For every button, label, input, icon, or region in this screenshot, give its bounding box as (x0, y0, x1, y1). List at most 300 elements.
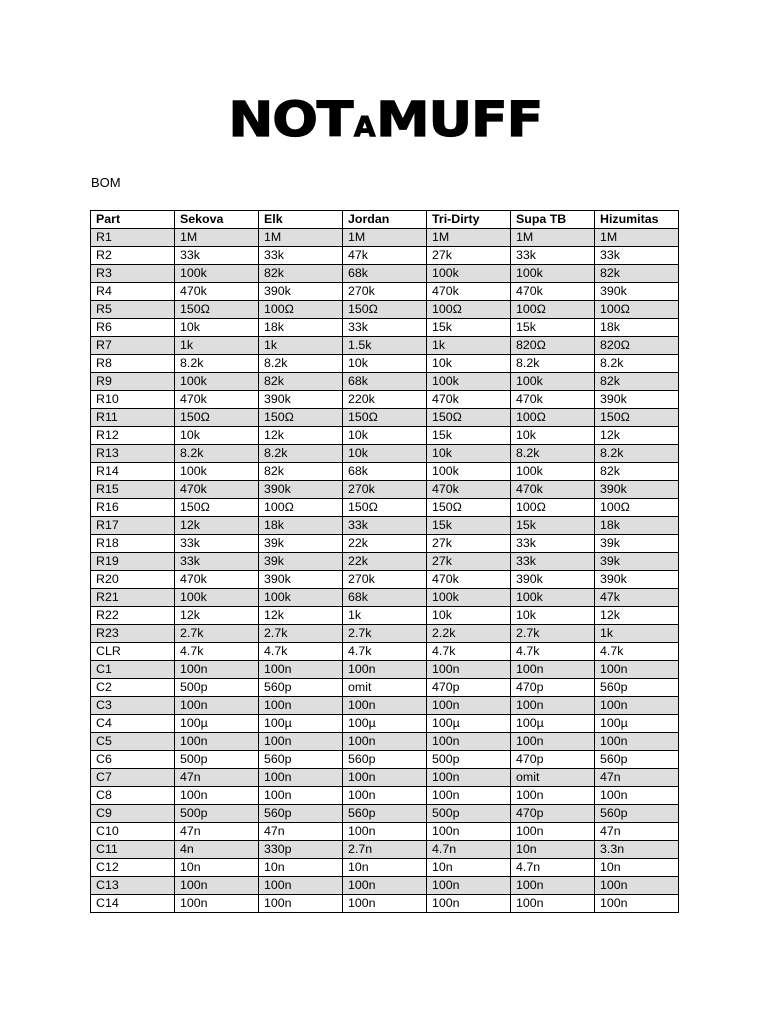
value-cell: 470p (511, 805, 595, 823)
value-cell: 15k (511, 517, 595, 535)
value-cell: 470k (427, 481, 511, 499)
value-cell: 1k (343, 607, 427, 625)
part-cell: C13 (91, 877, 175, 895)
table-row (91, 301, 679, 319)
value-cell: 500p (427, 751, 511, 769)
value-cell: 18k (595, 319, 679, 337)
part-cell: R19 (91, 553, 175, 571)
value-cell: 1k (259, 337, 343, 355)
value-cell: 47n (595, 823, 679, 841)
table-row (91, 733, 679, 751)
part-cell: C4 (91, 715, 175, 733)
value-cell: 390k (595, 571, 679, 589)
bom-table (90, 210, 679, 913)
value-cell: 4.7n (511, 859, 595, 877)
part-cell: C9 (91, 805, 175, 823)
value-cell: 150Ω (343, 409, 427, 427)
table-row (91, 787, 679, 805)
value-cell: 390k (595, 283, 679, 301)
table-row (91, 517, 679, 535)
value-cell: omit (343, 679, 427, 697)
value-cell: 39k (259, 535, 343, 553)
value-cell: 10k (427, 355, 511, 373)
value-cell: 150Ω (175, 499, 259, 517)
value-cell: 82k (595, 265, 679, 283)
value-cell: 500p (427, 805, 511, 823)
part-cell: R17 (91, 517, 175, 535)
value-cell: 100n (511, 823, 595, 841)
value-cell: 4.7k (175, 643, 259, 661)
value-cell: 150Ω (175, 409, 259, 427)
value-cell: 150Ω (427, 409, 511, 427)
value-cell: 12k (175, 607, 259, 625)
value-cell: 27k (427, 553, 511, 571)
value-cell: 470p (511, 751, 595, 769)
part-cell: C10 (91, 823, 175, 841)
part-cell: R4 (91, 283, 175, 301)
value-cell: 15k (427, 427, 511, 445)
table-row (91, 607, 679, 625)
value-cell: 4.7n (427, 841, 511, 859)
value-cell: 100n (259, 769, 343, 787)
value-cell: 39k (595, 553, 679, 571)
value-cell: 100n (511, 733, 595, 751)
value-cell: 100k (511, 265, 595, 283)
table-row (91, 841, 679, 859)
value-cell: 10k (511, 607, 595, 625)
value-cell: 100n (427, 733, 511, 751)
value-cell: 270k (343, 481, 427, 499)
value-cell: 560p (595, 679, 679, 697)
table-row (91, 391, 679, 409)
value-cell: 100n (175, 661, 259, 679)
table-row (91, 877, 679, 895)
value-cell: 33k (175, 535, 259, 553)
value-cell: 100n (427, 697, 511, 715)
table-row (91, 625, 679, 643)
value-cell: 8.2k (259, 355, 343, 373)
value-cell: 100k (511, 463, 595, 481)
value-cell: 100n (427, 823, 511, 841)
value-cell: 560p (259, 805, 343, 823)
value-cell: 4.7k (595, 643, 679, 661)
part-cell: R13 (91, 445, 175, 463)
column-header: Jordan (343, 211, 427, 229)
value-cell: 68k (343, 589, 427, 607)
part-cell: C3 (91, 697, 175, 715)
value-cell: 12k (595, 607, 679, 625)
value-cell: 27k (427, 535, 511, 553)
value-cell: 100n (259, 661, 343, 679)
value-cell: 12k (259, 607, 343, 625)
value-cell: 100n (595, 787, 679, 805)
value-cell: 100n (259, 697, 343, 715)
value-cell: 390k (259, 571, 343, 589)
value-cell: 33k (259, 247, 343, 265)
column-header: Elk (259, 211, 343, 229)
value-cell: 390k (259, 391, 343, 409)
part-cell: C8 (91, 787, 175, 805)
value-cell: 100n (259, 733, 343, 751)
value-cell: 47k (343, 247, 427, 265)
value-cell: 10n (175, 859, 259, 877)
column-header: Tri-Dirty (427, 211, 511, 229)
value-cell: 82k (259, 463, 343, 481)
value-cell: 100µ (511, 715, 595, 733)
table-row (91, 895, 679, 913)
table-row (91, 481, 679, 499)
value-cell: 8.2k (511, 445, 595, 463)
value-cell: 470p (427, 679, 511, 697)
table-row (91, 373, 679, 391)
value-cell: 8.2k (175, 355, 259, 373)
value-cell: 4.7k (343, 643, 427, 661)
value-cell: 27k (427, 247, 511, 265)
part-cell: R11 (91, 409, 175, 427)
table-row (91, 355, 679, 373)
part-cell: C7 (91, 769, 175, 787)
table-row (91, 337, 679, 355)
value-cell: 390k (259, 481, 343, 499)
value-cell: 560p (259, 751, 343, 769)
value-cell: 47n (175, 823, 259, 841)
value-cell: 270k (343, 571, 427, 589)
value-cell: 10k (175, 427, 259, 445)
value-cell: 470p (511, 679, 595, 697)
value-cell: 390k (595, 391, 679, 409)
value-cell: 100Ω (511, 301, 595, 319)
part-cell: R22 (91, 607, 175, 625)
table-row (91, 499, 679, 517)
table-row (91, 265, 679, 283)
value-cell: 470k (511, 283, 595, 301)
value-cell: 390k (511, 571, 595, 589)
value-cell: 82k (259, 265, 343, 283)
value-cell: 100n (343, 877, 427, 895)
value-cell: 1k (427, 337, 511, 355)
value-cell: 330p (259, 841, 343, 859)
value-cell: 33k (511, 535, 595, 553)
table-row (91, 445, 679, 463)
value-cell: 8.2k (259, 445, 343, 463)
value-cell: 2.7k (343, 625, 427, 643)
value-cell: 470k (427, 283, 511, 301)
value-cell: 100n (343, 769, 427, 787)
value-cell: 8.2k (595, 355, 679, 373)
value-cell: 33k (511, 553, 595, 571)
value-cell: 100n (427, 661, 511, 679)
part-cell: R3 (91, 265, 175, 283)
column-header: Hizumitas (595, 211, 679, 229)
value-cell: 100n (595, 697, 679, 715)
value-cell: 8.2k (175, 445, 259, 463)
value-cell: 2.7n (343, 841, 427, 859)
value-cell: 18k (595, 517, 679, 535)
value-cell: 100n (343, 895, 427, 913)
value-cell: 10n (427, 859, 511, 877)
value-cell: 100µ (595, 715, 679, 733)
value-cell: 10k (175, 319, 259, 337)
value-cell: 2.7k (175, 625, 259, 643)
value-cell: 10k (427, 445, 511, 463)
value-cell: 33k (595, 247, 679, 265)
value-cell: 100k (175, 265, 259, 283)
table-row (91, 715, 679, 733)
value-cell: 100n (259, 877, 343, 895)
value-cell: 2.7k (259, 625, 343, 643)
value-cell: 100k (511, 589, 595, 607)
table-row (91, 247, 679, 265)
value-cell: 100Ω (595, 301, 679, 319)
value-cell: 47k (595, 589, 679, 607)
value-cell: 100µ (175, 715, 259, 733)
value-cell: 10n (595, 859, 679, 877)
value-cell: 100n (343, 787, 427, 805)
value-cell: 68k (343, 373, 427, 391)
part-cell: R7 (91, 337, 175, 355)
table-row (91, 571, 679, 589)
value-cell: 39k (259, 553, 343, 571)
logo-part-a: A (353, 110, 375, 143)
value-cell: 8.2k (595, 445, 679, 463)
value-cell: 100k (427, 373, 511, 391)
value-cell: 100n (511, 661, 595, 679)
value-cell: 15k (427, 517, 511, 535)
value-cell: 470k (175, 391, 259, 409)
column-header: Supa TB (511, 211, 595, 229)
value-cell: 1M (259, 229, 343, 247)
value-cell: 22k (343, 553, 427, 571)
value-cell: 1M (511, 229, 595, 247)
value-cell: 1k (175, 337, 259, 355)
value-cell: 1M (427, 229, 511, 247)
value-cell: 3.3n (595, 841, 679, 859)
table-row (91, 805, 679, 823)
value-cell: 220k (343, 391, 427, 409)
value-cell: 100n (511, 877, 595, 895)
table-row (91, 229, 679, 247)
value-cell: 47n (259, 823, 343, 841)
part-cell: R21 (91, 589, 175, 607)
table-row (91, 643, 679, 661)
value-cell: 15k (427, 319, 511, 337)
value-cell: 100n (595, 877, 679, 895)
value-cell: 33k (175, 553, 259, 571)
value-cell: 100n (427, 769, 511, 787)
value-cell: 100n (343, 733, 427, 751)
value-cell: 100n (259, 895, 343, 913)
value-cell: 4.7k (427, 643, 511, 661)
value-cell: 100n (175, 733, 259, 751)
value-cell: 270k (343, 283, 427, 301)
table-row (91, 319, 679, 337)
part-cell: R5 (91, 301, 175, 319)
column-header: Part (91, 211, 175, 229)
value-cell: 33k (175, 247, 259, 265)
value-cell: 33k (343, 319, 427, 337)
value-cell: 100k (427, 589, 511, 607)
table-row (91, 283, 679, 301)
part-cell: C14 (91, 895, 175, 913)
value-cell: 47n (175, 769, 259, 787)
value-cell: 150Ω (259, 409, 343, 427)
value-cell: 33k (511, 247, 595, 265)
value-cell: 100Ω (259, 499, 343, 517)
value-cell: 1M (595, 229, 679, 247)
value-cell: 4.7k (259, 643, 343, 661)
value-cell: 10n (511, 841, 595, 859)
value-cell: 15k (511, 319, 595, 337)
table-row (91, 823, 679, 841)
value-cell: 100Ω (511, 499, 595, 517)
value-cell: 2.2k (427, 625, 511, 643)
value-cell: 10k (511, 427, 595, 445)
value-cell: 100n (175, 697, 259, 715)
value-cell: 390k (595, 481, 679, 499)
value-cell: 100n (343, 823, 427, 841)
value-cell: 100n (595, 733, 679, 751)
value-cell: 100n (427, 877, 511, 895)
part-cell: R6 (91, 319, 175, 337)
value-cell: 560p (343, 751, 427, 769)
value-cell: 82k (595, 463, 679, 481)
value-cell: 100k (175, 373, 259, 391)
value-cell: 22k (343, 535, 427, 553)
value-cell: 100n (511, 895, 595, 913)
value-cell: 560p (595, 751, 679, 769)
part-cell: R8 (91, 355, 175, 373)
value-cell: 100k (175, 463, 259, 481)
value-cell: 12k (595, 427, 679, 445)
value-cell: 100n (427, 895, 511, 913)
part-cell: R14 (91, 463, 175, 481)
value-cell: 820Ω (511, 337, 595, 355)
part-cell: C12 (91, 859, 175, 877)
value-cell: 100µ (259, 715, 343, 733)
value-cell: 100n (175, 895, 259, 913)
table-row (91, 427, 679, 445)
value-cell: 10k (427, 607, 511, 625)
value-cell: 150Ω (343, 499, 427, 517)
value-cell: 560p (595, 805, 679, 823)
value-cell: 150Ω (175, 301, 259, 319)
value-cell: 100Ω (511, 409, 595, 427)
value-cell: 68k (343, 463, 427, 481)
part-cell: R9 (91, 373, 175, 391)
value-cell: 100n (427, 787, 511, 805)
value-cell: 82k (595, 373, 679, 391)
value-cell: 1.5k (343, 337, 427, 355)
value-cell: 4n (175, 841, 259, 859)
table-row (91, 589, 679, 607)
table-row (91, 769, 679, 787)
value-cell: 100n (175, 787, 259, 805)
value-cell: 100n (175, 877, 259, 895)
value-cell: 1M (175, 229, 259, 247)
value-cell: 100n (259, 787, 343, 805)
value-cell: 560p (343, 805, 427, 823)
value-cell: 100Ω (595, 499, 679, 517)
value-cell: 100n (511, 697, 595, 715)
value-cell: 100n (595, 661, 679, 679)
value-cell: 150Ω (343, 301, 427, 319)
part-cell: C1 (91, 661, 175, 679)
part-cell: CLR (91, 643, 175, 661)
value-cell: 100n (343, 697, 427, 715)
part-cell: R16 (91, 499, 175, 517)
value-cell: 1k (595, 625, 679, 643)
value-cell: 10n (259, 859, 343, 877)
value-cell: 100Ω (427, 301, 511, 319)
value-cell: 100µ (427, 715, 511, 733)
table-row (91, 679, 679, 697)
section-label-bom: BOM (91, 175, 121, 190)
value-cell: 100k (511, 373, 595, 391)
value-cell: 33k (343, 517, 427, 535)
part-cell: R23 (91, 625, 175, 643)
value-cell: 470k (427, 571, 511, 589)
table-row (91, 697, 679, 715)
value-cell: 82k (259, 373, 343, 391)
part-cell: C6 (91, 751, 175, 769)
value-cell: 100k (427, 265, 511, 283)
part-cell: R2 (91, 247, 175, 265)
value-cell: 100k (427, 463, 511, 481)
logo-part-muff: MUFF (375, 92, 542, 148)
value-cell: 100Ω (259, 301, 343, 319)
value-cell: 100n (511, 787, 595, 805)
value-cell: 2.7k (511, 625, 595, 643)
value-cell: 470k (175, 481, 259, 499)
value-cell: 100k (259, 589, 343, 607)
value-cell: 10k (343, 355, 427, 373)
value-cell: 68k (343, 265, 427, 283)
value-cell: 39k (595, 535, 679, 553)
value-cell: 10k (343, 445, 427, 463)
column-header: Sekova (175, 211, 259, 229)
value-cell: 8.2k (511, 355, 595, 373)
part-cell: C2 (91, 679, 175, 697)
value-cell: 18k (259, 319, 343, 337)
value-cell: 100n (595, 895, 679, 913)
value-cell: 470k (511, 391, 595, 409)
part-cell: R15 (91, 481, 175, 499)
part-cell: C11 (91, 841, 175, 859)
value-cell: 18k (259, 517, 343, 535)
value-cell: 100n (343, 661, 427, 679)
value-cell: 500p (175, 805, 259, 823)
logo (0, 92, 768, 148)
table-row (91, 751, 679, 769)
table-row (91, 553, 679, 571)
value-cell: 100k (175, 589, 259, 607)
part-cell: C5 (91, 733, 175, 751)
part-cell: R12 (91, 427, 175, 445)
value-cell: 500p (175, 679, 259, 697)
value-cell: 820Ω (595, 337, 679, 355)
value-cell: 470k (175, 283, 259, 301)
value-cell: 1M (343, 229, 427, 247)
value-cell: 10k (343, 427, 427, 445)
table-body (91, 229, 679, 913)
part-cell: R10 (91, 391, 175, 409)
value-cell: 470k (511, 481, 595, 499)
value-cell: 100µ (343, 715, 427, 733)
table-header-row (91, 211, 679, 229)
value-cell: 500p (175, 751, 259, 769)
value-cell: 150Ω (595, 409, 679, 427)
value-cell: 4.7k (511, 643, 595, 661)
